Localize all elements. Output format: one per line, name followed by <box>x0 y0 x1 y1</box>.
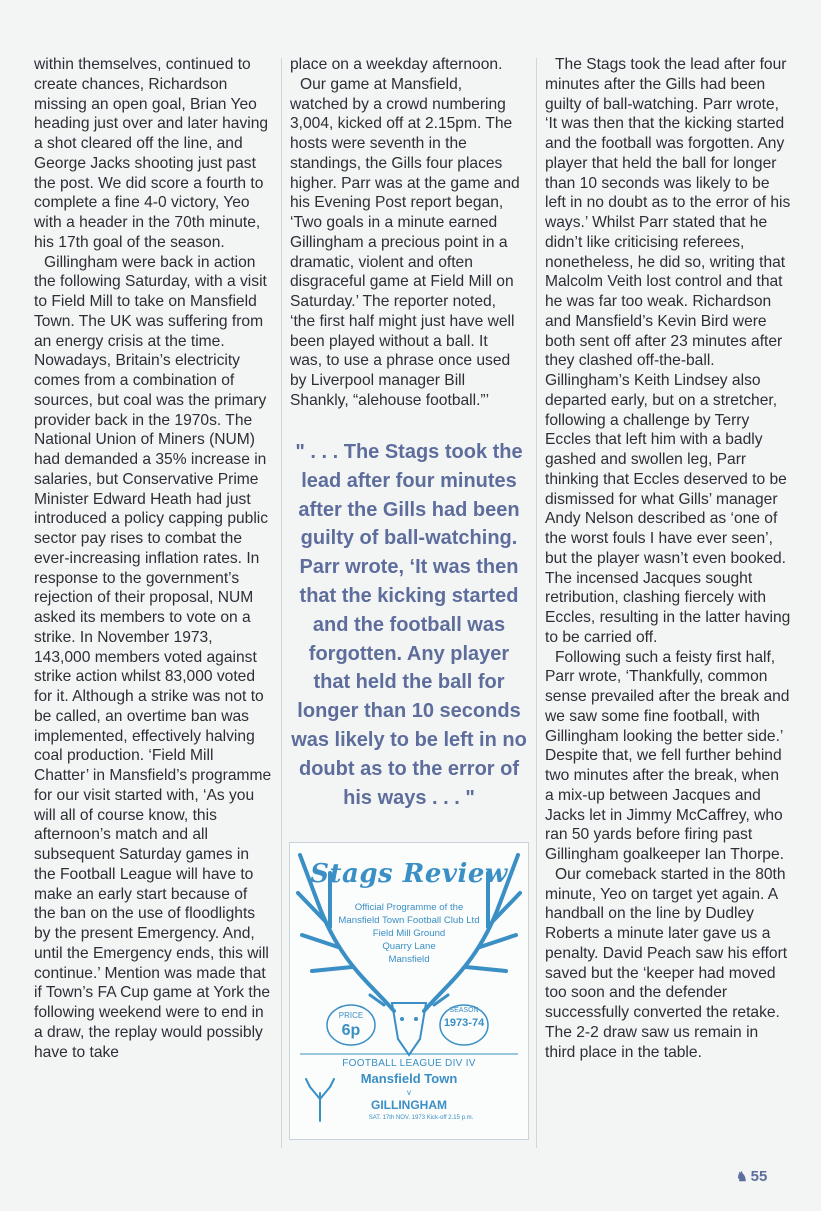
price-label: PRICE <box>338 1011 364 1020</box>
programme-date-line: SAT. 17th NOV. 1973 Kick-off 2.15 p.m. <box>368 1115 474 1121</box>
article-paragraph: Our comeback started in the 80th minute, Yeo on target yet again. A handball on the line by Dudley Roberts a minute later gave us a penalty. David Peach saw his effort saved but the ‘keeper had moved too soon and the defender successfully converted the retake. The 2-2 draw saw us remain in third place in the table. <box>545 865 788 1061</box>
article-column-3 <box>545 55 791 1062</box>
programme-title: Stags Review <box>310 859 508 889</box>
programme-subtitle-line: Mansfield Town Football Club Ltd <box>338 915 480 926</box>
programme-subtitle-line: Field Mill Ground <box>372 928 446 939</box>
programme-season <box>442 1007 486 1029</box>
column-divider <box>536 58 537 1148</box>
programme-price <box>330 1011 372 1040</box>
programme-cover-image <box>289 842 529 1140</box>
article-paragraph: Gillingham were back in action the following Saturday, with a visit to Field Mill to take on Mansfield Town. The UK was suffering from an energy crisis at the time. Nowadays, Britain’s electricity comes from a combination of sources, but coal was the primary provider back in the 1970s. The National Union of Miners (NUM) had demanded a 35% increase in salaries, but Conservative Prime Minister Edward Heath had just introduced a policy capping public sector pay rises to combat the ever-increasing inflation rates. In response to the government’s rejection of their proposal, NUM asked its members to vote on a strike. In November 1973, 143,000 members voted against strike action whilst 83,000 voted for it. Although a strike was not to be called, an overtime ban was implemented, effectively halving coal production. ‘Field Mill Chatter’ in Mansfield’s programme for our visit started with, ‘As you will all of course know, this afternoon’s match and all subsequent Saturday games in the Football League will have to make an early start because of the ban on the use of floodlights by the present Emergency. And, until the Emergency ends, this will continue.’ Mention was made that if Town’s FA Cup game at York the following weekend were to end in a draw, the replay would possibly have to take <box>34 253 272 1061</box>
programme-division: FOOTBALL LEAGUE DIV IV <box>342 1058 476 1069</box>
price-value: 6p <box>341 1022 361 1039</box>
article-paragraph: Our game at Mansfield, watched by a crowd numbering 3,004, kicked off at 2.15pm. The hosts were seventh in the standings, the Gills four places higher. Parr was at the game and his Evening Post report began, ‘Two goals in a minute earned Gillingham a precious point in a dramatic, violent and often disgraceful game at Field Mill on Saturday.’ The reporter noted, ‘the first half might just have well been played without a ball. It was, to use a phrase once used by Liverpool manager Bill Shankly, “alehouse football.”’ <box>290 75 520 409</box>
programme-subtitle <box>328 901 490 966</box>
season-label: SEASON <box>449 1007 479 1014</box>
article-column-2 <box>290 55 522 411</box>
article-column-1 <box>34 55 272 1062</box>
horse-icon: ♞ <box>736 1169 748 1184</box>
pull-quote: " . . . The Stags took the lead after four minutes after the Gills had been guilty of ball-watching. Parr wrote, ‘It was then that the kicking started and the football was forgotten. Any player that held the ball for longer than 10 seconds was likely to be left in no doubt as to the error of his ways . . . " <box>291 441 527 809</box>
article-paragraph: within themselves, continued to create chances, Richardson missing an open goal, Brian Yeo heading just over and later having a shot cleared off the line, and George Jacks shooting just past the post. We did score a fourth to complete a fine 4-0 victory, Yeo with a header in the 70th minute, his 17th goal of the season. <box>34 56 269 251</box>
article-paragraph: place on a weekday afternoon. <box>290 56 503 73</box>
season-value: 1973-74 <box>443 1017 485 1029</box>
page-number <box>736 1168 767 1185</box>
programme-subtitle-line: Official Programme of the <box>354 902 464 913</box>
programme-subtitle-line: Quarry Lane <box>382 941 436 952</box>
programme-away-team: GILLINGHAM <box>371 1098 447 1112</box>
column-divider <box>281 58 282 1148</box>
page-number-text: 55 <box>750 1168 768 1185</box>
programme-subtitle-line: Mansfield <box>388 954 430 965</box>
programme-home-team: Mansfield Town <box>360 1071 458 1086</box>
article-paragraph: Following such a feisty first half, Parr wrote, ‘Thankfully, common sense prevailed after the break and we saw some fine football, with Gillingham looking the better side.’ Despite that, we fell further behind two minutes after the break, when a mix-up between Jacques and Jacks let in Jimmy McCaffrey, who ran 50 yards before firing past Gillingham goalkeeper Ian Thorpe. <box>545 648 790 863</box>
programme-versus: v <box>407 1088 411 1097</box>
article-paragraph: The Stags took the lead after four minutes after the Gills had been guilty of ball-watching. Parr wrote, ‘It was then that the kicking started and the football was forgotten. Any player that held the ball for longer than 10 seconds was likely to be left in no doubt as to the error of his ways.’ Whilst Parr stated that he didn’t like criticising referees, nonetheless, he did so, writing that Malcolm Veith lost control and that he was far too weak. Richardson and Mansfield’s Kevin Bird were both sent off after 23 minutes after they clashed off-the-ball. Gillingham’s Keith Lindsey also departed early, but on a stretcher, following a challenge by Terry Eccles that left him with a badly gashed and swollen leg, Parr thinking that Eccles deserved to be dismissed for what Gills’ manager Andy Nelson described as ‘one of the worst fouls I have ever seen’, but the player wasn’t even booked. The incensed Jacques sought retribution, clashing fiercely with Eccles, resulting in the latter having to be carried off. <box>545 56 791 646</box>
